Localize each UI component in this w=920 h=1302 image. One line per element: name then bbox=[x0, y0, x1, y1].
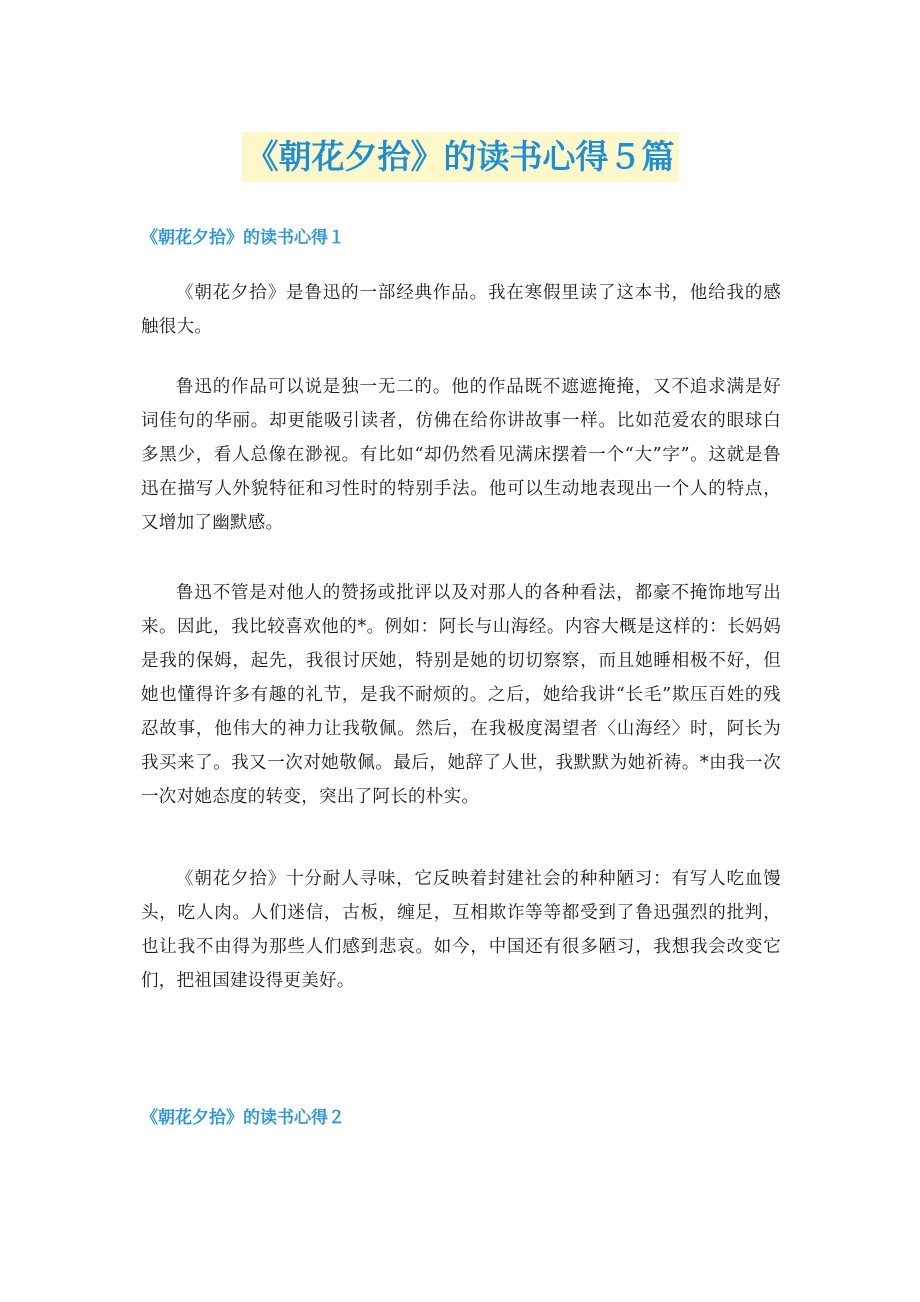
paragraph-4: 《朝花夕拾》十分耐人寻味，它反映着封建社会的种种陋习：有写人吃血馒头，吃人肉。人们迷信，古板，缠足，互相欺诈等等都受到了鲁迅强烈的批判，也让我不由得为那些人们感到悲哀。如今，中国还有很多陋习，我想我会改变它们，把祖国建设得更美好。 bbox=[141, 869, 781, 991]
paragraph-1: 《朝花夕拾》是鲁迅的一部经典作品。我在寒假里读了这本书，他给我的感触很大。 bbox=[141, 283, 781, 337]
section-heading-2: 《朝花夕拾》的读书心得２ bbox=[141, 1108, 345, 1128]
section-heading-1: 《朝花夕拾》的读书心得１ bbox=[141, 228, 345, 248]
paragraph-3: 鲁迅不管是对他人的赞扬或批评以及对那人的各种看法，都豪不掩饰地写出来。因此，我比较喜欢他的*。例如：阿长与山海经。内容大概是这样的：长妈妈是我的保姆，起先，我很讨厌她，特别是她的切切察察，而且她睡相极不好，但她也懂得许多有趣的礼节，是我不耐烦的。之后，她给我讲“长毛”欺压百姓的残忍故事，他伟大的神力让我敬佩。然后，在我极度渴望者〈山海经〉时，阿长为我买来了。我又一次对她敬佩。最后，她辞了人世，我默默为她祈祷。*由我一次一次对她态度的转变，突出了阿长的朴实。 bbox=[141, 583, 782, 807]
document-title-text: 《朝花夕拾》的读书心得５篇 bbox=[242, 132, 679, 182]
paragraph-2: 鲁迅的作品可以说是独一无二的。他的作品既不遮遮掩掩，又不追求满是好词佳句的华丽。却更能吸引读者，仿佛在给你讲故事一样。比如范爱农的眼球白多黑少，看人总像在渺视。有比如“却仍然看见满床摆着一个“大”字”。这就是鲁迅在描写人外貌特征和习性时的特别手法。他可以生动地表现出一个人的特点，又增加了幽默感。 bbox=[141, 377, 781, 533]
document-title bbox=[0, 132, 920, 182]
